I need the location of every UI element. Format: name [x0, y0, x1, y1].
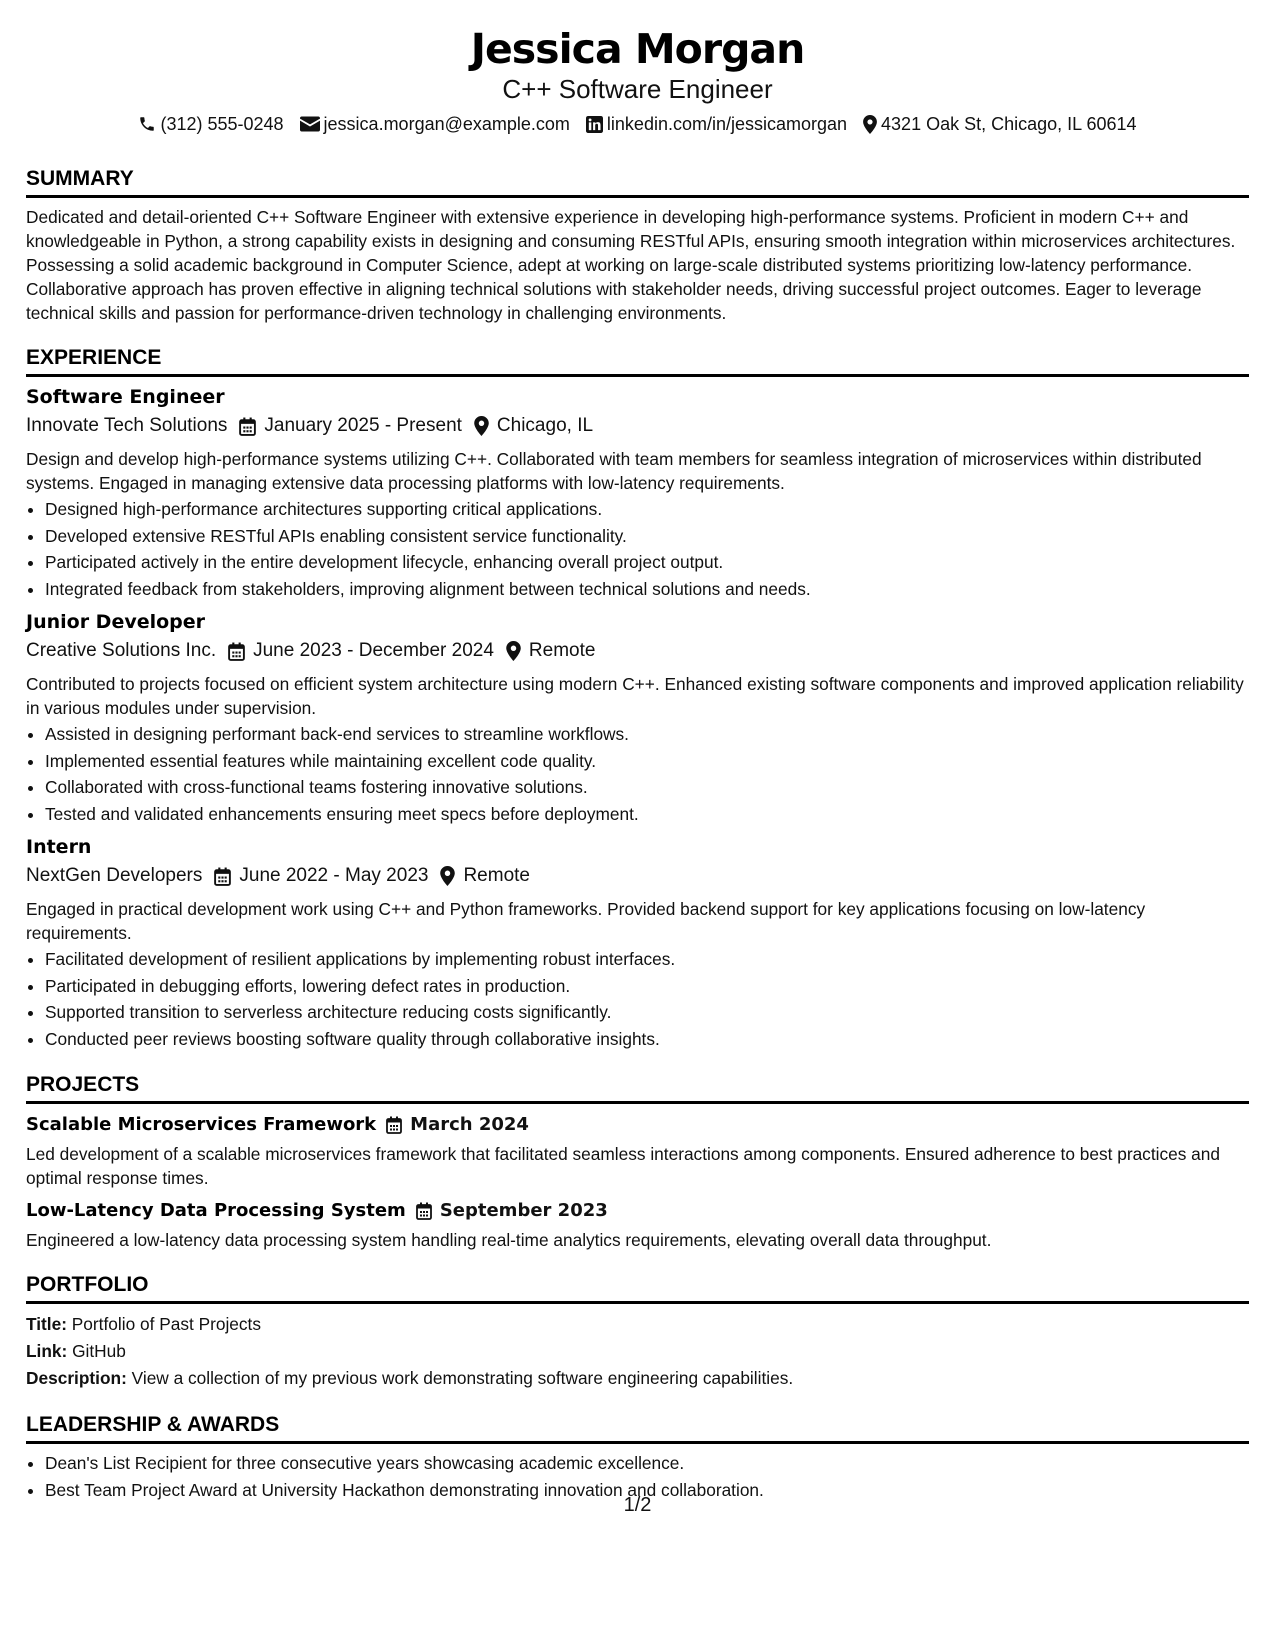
project-header: [26, 1198, 1249, 1224]
job-description: Design and develop high-performance systems utilizing C++. Collaborated with team members for seamless integration of microservices within distributed systems. Engaged in managing extensive data processing platforms with low-latency requirements.: [26, 449, 1202, 493]
job-location: Remote: [463, 865, 530, 886]
contact-address: [863, 112, 1137, 136]
portfolio-heading: PORTFOLIO: [26, 1272, 1249, 1304]
portfolio-link-row: [26, 1338, 1249, 1365]
map-pin-icon: [506, 641, 521, 661]
contact-phone-text: (312) 555-0248: [160, 114, 284, 134]
project-date: March 2024: [410, 1114, 529, 1135]
project-description: Led development of a scalable microservices framework that facilitated seamless interactions among components. Ensured adherence to best practices and optimal response times.: [26, 1144, 1220, 1188]
list-item: • Developed extensive RESTful APIs enabling consistent service functionality.: [45, 523, 1249, 550]
job-description: Contributed to projects focused on efficient system architecture using modern C++. Enhanced existing software components and improved application reliability in various modules under supervision.: [26, 674, 1244, 718]
calendar-icon: [239, 417, 256, 436]
list-item: • Assisted in designing performant back-end services to streamline workflows.: [45, 721, 1249, 748]
portfolio-title-value: Portfolio of Past Projects: [71, 1314, 261, 1334]
list-item: • Facilitated development of resilient applications by implementing robust interfaces.: [45, 946, 1249, 973]
job-entry: [26, 384, 1249, 602]
contact-linkedin-text: linkedin.com/in/jessicamorgan: [606, 114, 848, 134]
calendar-icon: [214, 867, 231, 886]
portfolio-description-value: View a collection of my previous work demonstrating software engineering capabilities.: [131, 1368, 794, 1388]
map-pin-icon: [440, 866, 455, 886]
contact-phone[interactable]: [138, 112, 283, 136]
contact-email-text: jessica.morgan@example.com: [323, 114, 570, 134]
project-name: Scalable Microservices Framework: [26, 1114, 377, 1135]
list-item: • Implemented essential features while maintaining excellent code quality.: [45, 748, 1249, 775]
calendar-icon: [386, 1116, 402, 1134]
portfolio-link-label: Link:: [26, 1341, 68, 1361]
job-location-group: [440, 863, 530, 889]
project-entry: [26, 1198, 1249, 1252]
job-bullets: [26, 721, 1249, 827]
list-item: • Collaborated with cross-functional teams fostering innovative solutions.: [45, 774, 1249, 801]
page-number: 1/2: [623, 1494, 652, 1516]
project-header: [26, 1112, 1249, 1138]
job-company: Innovate Tech Solutions: [26, 415, 228, 436]
candidate-role: C++ Software Engineer: [502, 74, 773, 104]
job-bullets: [26, 496, 1249, 602]
portfolio-title-label: Title:: [26, 1314, 67, 1334]
job-bullets: [26, 946, 1249, 1052]
job-location: Remote: [528, 640, 596, 661]
projects-heading: PROJECTS: [26, 1072, 1249, 1104]
job-dates: January 2025 - Present: [264, 415, 462, 436]
contact-bar: [26, 112, 1249, 136]
portfolio-title-row: [26, 1311, 1249, 1338]
list-item: • Best Team Project Award at University Hackathon demonstrating innovation and collaboration.: [45, 1477, 1249, 1504]
job-description: Engaged in practical development work using C++ and Python frameworks. Provided backend support for key applications focusing on low-latency requirements.: [26, 899, 1146, 943]
list-item: • Participated in debugging efforts, lowering defect rates in production.: [45, 973, 1249, 1000]
list-item: • Conducted peer reviews boosting software quality through collaborative insights.: [45, 1026, 1249, 1053]
job-location: Chicago, IL: [496, 415, 594, 436]
experience-heading: EXPERIENCE: [26, 345, 1249, 377]
project-date-group: [416, 1198, 608, 1224]
job-company: Creative Solutions Inc.: [26, 640, 217, 661]
map-pin-icon: [474, 416, 489, 436]
project-date: September 2023: [439, 1200, 608, 1221]
contact-address-text: 4321 Oak St, Chicago, IL 60614: [881, 114, 1137, 134]
envelope-icon: [300, 116, 320, 132]
project-date-group: [386, 1112, 529, 1138]
candidate-name: Jessica Morgan: [470, 25, 805, 73]
job-dates: June 2023 - December 2024: [253, 640, 494, 661]
job-company: NextGen Developers: [26, 865, 203, 886]
job-dates-group: [228, 638, 494, 664]
job-entry: [26, 834, 1249, 1052]
list-item: • Integrated feedback from stakeholders, improving alignment between technical solutions and needs.: [45, 576, 1249, 603]
job-dates-group: [239, 413, 462, 439]
list-item: • Participated actively in the entire development lifecycle, enhancing overall project output.: [45, 549, 1249, 576]
portfolio-description-label: Description:: [26, 1368, 127, 1388]
map-pin-icon: [863, 115, 877, 134]
leadership-heading: LEADERSHIP & AWARDS: [26, 1412, 1249, 1444]
list-item: • Designed high-performance architectures supporting critical applications.: [45, 496, 1249, 523]
contact-linkedin[interactable]: [586, 112, 847, 136]
summary-text: Dedicated and detail-oriented C++ Software Engineer with extensive experience in developing high-performance systems. Proficient in modern C++ and knowledgeable in Python, a strong capability exists in designing and consuming RESTful APIs, ensuring smooth integration within microservices architectures. Possessing a solid academic background in Computer Science, adept at working on large-scale distributed systems prioritizing low-latency performance. Collaborative approach has proven effective in aligning technical solutions with stakeholder needs, driving successful project outcomes. Eager to leverage technical skills and passion for performance-driven technology in challenging environments.: [26, 207, 1236, 323]
list-item: • Supported transition to serverless architecture reducing costs significantly.: [45, 999, 1249, 1026]
calendar-icon: [228, 642, 245, 661]
job-dates: June 2022 - May 2023: [239, 865, 429, 886]
project-description: Engineered a low-latency data processing system handling real-time analytics requirements, elevating overall data throughput.: [26, 1230, 992, 1250]
phone-icon: [138, 115, 156, 133]
job-location-group: [474, 413, 593, 439]
job-meta: [26, 638, 1249, 664]
calendar-icon: [416, 1202, 432, 1220]
contact-email[interactable]: [300, 112, 570, 136]
job-title: Junior Developer: [26, 611, 206, 633]
resume-page: [26, 0, 1249, 1503]
portfolio-description-row: [26, 1365, 1249, 1392]
summary-heading: SUMMARY: [26, 166, 1249, 198]
job-entry: [26, 609, 1249, 827]
list-item: • Dean's List Recipient for three consecutive years showcasing academic excellence.: [45, 1450, 1249, 1477]
job-meta: [26, 413, 1249, 439]
job-dates-group: [214, 863, 428, 889]
job-title: Software Engineer: [26, 386, 225, 408]
project-entry: [26, 1112, 1249, 1190]
job-meta: [26, 863, 1249, 889]
linkedin-icon: [586, 116, 603, 133]
job-title: Intern: [26, 836, 92, 858]
project-name: Low-Latency Data Processing System: [26, 1200, 406, 1221]
job-location-group: [506, 638, 596, 664]
portfolio-link[interactable]: GitHub: [72, 1341, 126, 1361]
list-item: • Tested and validated enhancements ensuring meet specs before deployment.: [45, 801, 1249, 828]
